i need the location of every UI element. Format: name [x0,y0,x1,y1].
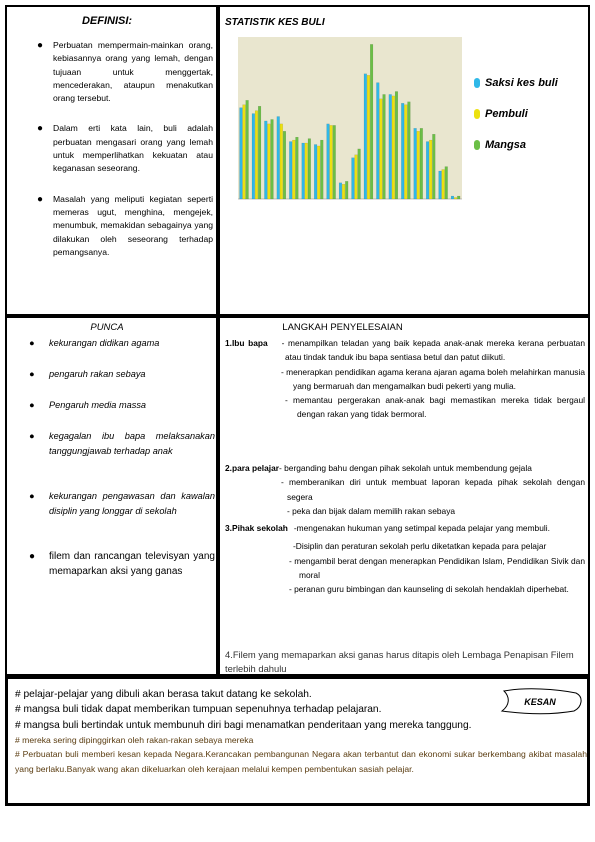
bar [454,198,457,199]
bar [442,170,445,199]
bullet-icon: ● [29,400,35,410]
bar [246,100,249,199]
bar [429,140,432,199]
bar [370,44,373,199]
bullet-icon: ● [37,193,44,205]
list-item: # pelajar-pelajar yang dibuli akan berasa takut datang ke sekolah. [15,689,312,700]
bar [280,124,283,199]
bullet-icon: ● [29,491,35,501]
statistik-title: STATISTIK KES BULI [225,17,325,28]
legend-item-pembuli: Pembuli [474,108,528,120]
statistik-panel [218,5,590,316]
bar [240,108,243,199]
bar [327,124,330,199]
step-heading: 1.Ibu bapa [225,338,268,348]
list-item: ● pengaruh rakan sebaya [25,367,215,382]
bar [342,184,345,199]
definisi-list [15,39,213,276]
bullet-icon: ● [29,551,36,562]
bar [426,142,429,199]
bar [268,124,271,199]
list-item: ● kekurangan didikan agama [25,336,215,351]
bar [252,114,255,199]
bar [317,146,320,199]
bullet-icon: ● [37,40,44,51]
step-filem: 4.Filem yang memaparkan aksi ganas harus ditapis oleh Lembaga Penapisan Filem terlebih dahulu [225,649,574,674]
step-para-pelajar: 2.para pelajar- berganding bahu dengan pihak sekolah untuk membendung gejala - memberanikan diri untuk membuat laporan kepada pihak sekolah dengan segera - peka dan bijak dalam memilih rakan sebaya [225,463,585,516]
bar [401,103,404,199]
bar [451,196,454,199]
definisi-title: DEFINISI: [81,15,133,27]
kesan-list [15,687,587,777]
kesan-panel [5,676,590,806]
bar [255,111,258,199]
bar [330,125,333,199]
legend-swatch-icon [474,109,480,119]
bar [352,158,355,199]
bar [408,102,411,199]
definisi-panel [5,5,218,316]
list-item: # mangsa buli tidak dapat memberikan tumpuan sepenuhnya terhadap pelajaran. [15,704,382,716]
bar [358,149,361,199]
bar [292,140,295,199]
kesan-title: KESAN [524,697,556,707]
step-heading: 3.Pihak sekolah [225,523,288,533]
bar-chart [226,33,471,208]
bullet-icon: ● [29,369,35,379]
punca-list [25,336,215,579]
langkah-panel [218,316,590,676]
bullet-icon: ● [29,431,35,441]
list-item: ● Dalam erti kata lain, buli adalah perbuatan mengasari orang yang lemah untuk memperlihatkan kekuatan atau keganasan seseorang. [37,123,213,174]
punca-title: PUNCA [90,322,124,333]
bar [296,137,299,199]
punca-panel [5,316,218,676]
bar [320,140,323,199]
legend-swatch-icon [474,78,480,88]
step-ibu-bapa: 1.Ibu bapa - menampilkan teladan yang baik kepada anak-anak mereka kerana perbuatan atau tindak tanduk ibu bapa sentiasa betul dan patut diikuti. - menerapkan pendidikan agama kerana ajaran agama boleh melahirkan manusia yang bermaruah dan mengamalkan budi pekerti yang mulia. - memantau pergerakan anak-anak bagi memastikan mereka tidak bergaul dengan rakan yang tidak bermoral. [225,338,586,420]
bullet-icon: ● [37,123,44,135]
bar [376,83,379,199]
legend-item-mangsa: Mangsa [474,139,526,151]
bar [432,134,435,199]
bar [383,94,386,199]
bar [314,145,317,199]
langkah-title: LANGKAH PENYELESAIAN [282,322,403,333]
bar [414,128,417,199]
bar [367,75,370,199]
bar [302,143,305,199]
bar [364,74,367,199]
bar [258,106,261,199]
list-item: ● kegagalan ibu bapa melaksanakan tanggungjawab terhadap anak [29,431,215,456]
bar [243,105,246,199]
bar [457,196,460,199]
bar [333,125,336,199]
list-item: ● Masalah yang meliputi kegiatan seperti memeras ugut, menghina, mengejek, menumbuk, memakidan sebagainya yang dilakukan oleh seseorang terhadap pemangsanya. [37,193,213,257]
bar [308,139,311,199]
list-item: # mangsa buli bertindak untuk membunuh diri bagi menamatkan penderitaan yang mereka tanggung. [15,719,472,731]
legend-swatch-icon [474,140,480,150]
list-item: # mereka sering dipinggirkan oleh rakan-rakan sebaya mereka [15,734,254,745]
bullet-icon: ● [29,338,35,348]
bar [355,155,358,199]
legend-item-saksi: Saksi kes buli [474,77,558,89]
bar [283,131,286,199]
step-pihak-sekolah: 3.Pihak sekolah -mengenakan hukuman yang setimpal kepada pelajar yang membuli. -Disiplin dan peraturan sekolah perlu diketatkan kepada para pelajar - mengambil berat dengan menerapkan Pendidikan Islam, Pendidikan Sivik dan moral - peranan guru bimbingan dan kaunseling di sekolah hendaklah diperhebat. [225,523,585,595]
bar [289,142,292,199]
list-item: # Perbuatan buli memberi kesan kepada Negara.Kerancakan pembangunan Negara akan terbantut dan ekonomi sukar berkembang akibat masalah yang berlaku.Banyak wang akan dikeluarkan oleh kerajaan melalui kempen pembentukan sasiah pelajar. [15,748,587,774]
bar [380,99,383,199]
bar [339,183,342,199]
bar [439,171,442,199]
list-item: ● kekurangan pengawasan dan kawalan disiplin yang longgar di sekolah [29,491,215,516]
bar [264,121,267,199]
list-item: ● filem dan rancangan televisyan yang memaparkan aksi yang ganas [29,551,215,577]
bar [404,105,407,199]
list-item: ● Perbuatan mempermain-mainkan orang, kebiasannya orang yang lemah, dengan tujuaan untuk menggertak, mencederakan, ataupun menakutkan orang tersebut. [37,40,213,104]
bar [305,143,308,199]
bar [277,117,280,199]
step-heading: 2.para pelajar [225,463,280,473]
bar [445,167,448,199]
list-item: ● Pengaruh media massa [25,398,215,413]
bar [392,96,395,199]
bar [271,119,274,199]
bar [345,181,348,199]
bar [417,131,420,199]
bar [389,94,392,199]
bar [395,91,398,199]
bar [420,128,423,199]
